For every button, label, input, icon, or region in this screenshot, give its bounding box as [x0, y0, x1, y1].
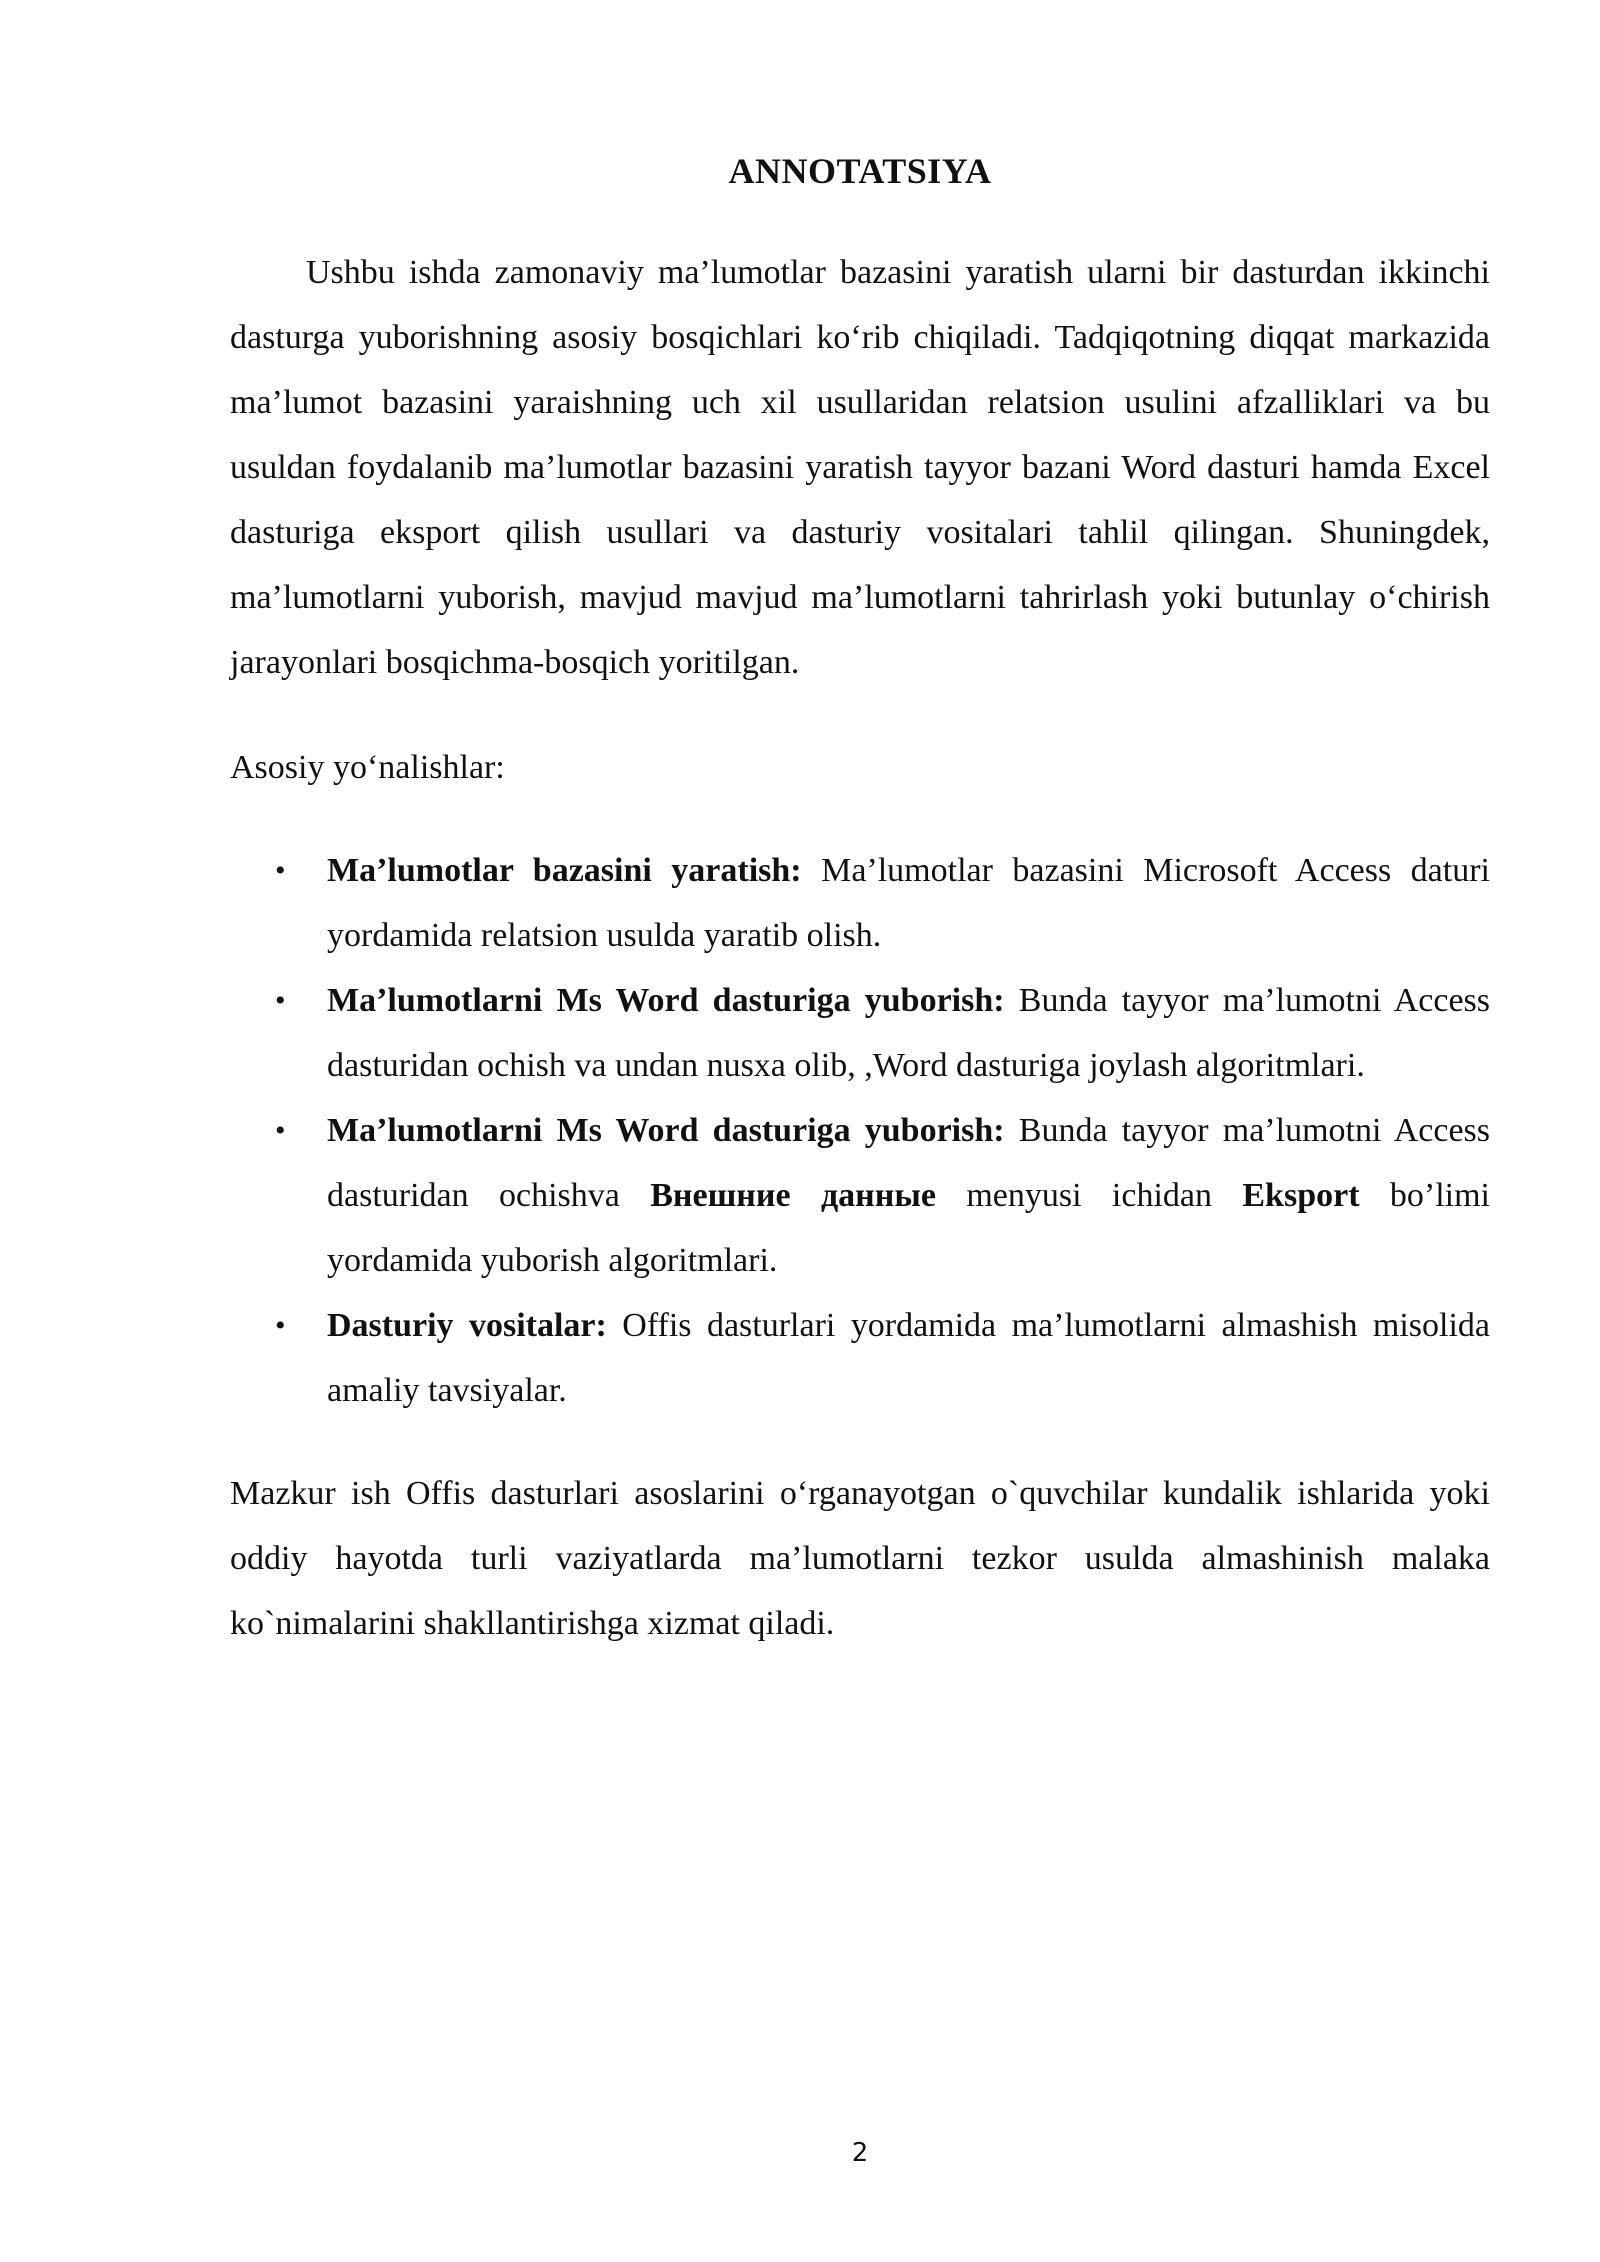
list-item-bold-term: Внешние данные	[650, 1177, 936, 1214]
list-item-bold-label: Ma’lumotlarni Ms Word dasturiga yuborish:	[327, 1112, 1005, 1149]
document-body	[230, 240, 1490, 1656]
list-item	[230, 1293, 1490, 1423]
directions-list	[230, 838, 1490, 1423]
page-number: 2	[851, 2138, 869, 2168]
conclusion-paragraph: Mazkur ish Offis dasturlari asoslarini o‘rganayotgan o`quvchilar kundalik ishlarida yoki oddiy hayotda turli vaziyatlarda ma’lumotlarni tezkor usulda almashinish malaka ko`nimalarini shakllantirishga xizmat qiladi.	[230, 1475, 1490, 1642]
intro-paragraph: Ushbu ishda zamonaviy ma’lumotlar bazasini yaratish ularni bir dasturdan ikkinchi dasturga yuborishning asosiy bosqichlari ko‘rib chiqiladi. Tadqiqotning diqqat markazida ma’lumot bazasini yaraishning uch xil usullaridan relatsion usulini afzalliklari va bu usuldan foydalanib ma’lumotlar bazasini yaratish tayyor bazani Word dasturi hamda Excel dasturiga eksport qilish usullari va dasturiy vositalari tahlil qilingan. Shuningdek, ma’lumotlarni yuborish, mavjud mavjud ma’lumotlarni tahrirlash yoki butunlay o‘chirish jarayonlari bosqichma-bosqich yoritilgan.	[230, 254, 1490, 681]
list-item	[230, 968, 1490, 1098]
list-item-text: Offis dasturlari yordamida ma’lumotlarni almashish misolida amaliy tavsiyalar.	[327, 1307, 1490, 1409]
list-item-bold-label: Dasturiy vositalar:	[327, 1307, 607, 1344]
list-item-text: bo’limi yordamida yuborish algoritmlari.	[327, 1177, 1490, 1279]
directions-heading: Asosiy yo‘nalishlar:	[230, 749, 505, 786]
list-item-bold-term: Eksport	[1242, 1177, 1360, 1214]
list-item-bold-label: Ma’lumotlar bazasini yaratish:	[327, 852, 802, 889]
list-item	[230, 1098, 1490, 1293]
page-title: ANNOTATSIYA	[728, 151, 992, 191]
list-item	[230, 838, 1490, 968]
list-item-text: menyusi ichidan	[935, 1177, 1243, 1214]
list-item-text: Ma’lumotlar bazasini Microsoft Access daturi yordamida relatsion usulda yaratib olish.	[327, 852, 1490, 954]
list-item-text: Bunda tayyor ma’lumotni Access dasturidan ochish va undan nusxa olib, ,Word dasturiga joylash algoritmlari.	[327, 982, 1490, 1084]
list-item-text: Bunda tayyor ma’lumotni Access dasturidan ochishva	[327, 1112, 1490, 1214]
list-item-bold-label: Ma’lumotlarni Ms Word dasturiga yuborish:	[327, 982, 1005, 1019]
